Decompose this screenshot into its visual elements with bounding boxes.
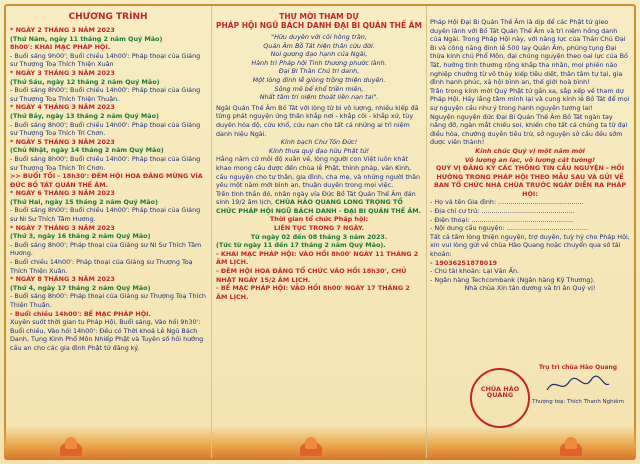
account-holder: - Chủ tài khoản: Lại Văn Ấn. [430,267,520,276]
signature-icon [543,374,613,396]
event-lantern-night: - ĐÊM HỘI HOA ĐĂNG TỔ CHỨC VÀO HỒI 18h30', CHỦ NHẬT NGÀY 15/2 ÂM LỊCH. [216,267,407,284]
wish-line: Kính chúc Quý vị một năm mới [475,146,585,155]
program-line: - Buổi chiều 14h00': Pháp thoại của Giảng sư Thượng Toạ Thích Thiện Xuân. [10,258,193,275]
paragraph-text: Trên tinh thần đó, nhân ngày vía Đức Bồ Tát Quán Thế Âm đản sinh 19/2 âm lịch, [216,189,416,207]
program-line: (Thứ Hai, ngày 15 tháng 2 năm Quý Mão) [10,197,158,206]
form-field: - Điện thoại: .................................................. [430,215,573,224]
fold-line [211,6,212,458]
paragraph: Pháp Hội Đại Bi Quán Thế Âm là dịp để các Phật tử gieo duyên lành với Bồ Tát Quán Thế Âm và trì niệm hồng danh của Ngài. Trong Pháp Hội này, với năng lực của Thần Chú Đại Bi và công năng đỉnh lễ 500 lạy Quán Âm, phúng tụng Đại thừa kinh chú Phổ Môn, đại chúng nguyện theo oai lực của Bồ Tát, hướng tinh thương rộng khắp tha nhân, mọi phiền não nghiệp chướng từ vô thủy kiếp tiêu diệt, thân tâm tự tại, gia đình hạnh phúc, xã hội bình an, thế giới hoà bình! [430,18,628,87]
program-line: * NGÀY 3 THÁNG 3 NĂM 2023 [10,68,115,77]
program-line: - Buổi chiều 14h00': BẾ MẠC PHÁP HỘI. [10,309,151,318]
registration-form [430,198,630,232]
paragraph: Ngài Quán Thế Âm Bồ Tát với lòng từ bi vô lượng, nhiều kiếp đã từng phát nguyện ứng thân khắp nơi - khắp cõi - khắp xứ, tùy duyên hóa độ, cứu khổ, cứu nạn cho tất cả những ai trì niệm danh hiệu Ngài. [216,103,419,138]
highlight-text: CHÙA HÀO QUANG LONG TRỌNG TỔ CHỨC PHÁP HỘI NGŨ BÁCH DANH - ĐẠI BI QUÁN THẾ ÂM. [216,198,422,215]
seal-center-text: CHÙA HÀO QUANG [480,385,520,399]
program-line: (Chủ Nhật, ngày 14 tháng 2 năm Quý Mão) [10,146,164,155]
program-line: * NGÀY 5 THÁNG 3 NĂM 2023 [10,137,115,146]
program-line: - Buổi sáng 8h00'; Pháp thoại của Giảng sư Ni Sư Thích Tâm Hương. [10,240,202,258]
program-line: - Buổi sáng 8h00': Pháp thoại của Giảng sư Thượng Toạ Thích Thiện Thuận. [10,292,206,309]
time-title: Thời gian tổ chức Pháp hội: [269,215,369,224]
paragraph: Trân trọng kính mời Quý Phật tử gần xa, sắp xếp về tham dự Pháp Hội. Hãy lắng tâm mình lại và cung kính lễ Bồ Tát để mọi sự nguyện cầu như ý trong hạnh nguyện tương lai! [430,86,630,112]
program-list [10,26,206,353]
program-line: - Buổi sáng 8h00'; Buổi chiều 14h00': Pháp thoại của Giảng sư Thượng Toạ Thích Trí Chơn. [10,154,201,172]
verse-line: Quán Âm Bồ Tát hiện thân cứu đời. [263,41,375,50]
program-line: * NGÀY 8 THÁNG 3 NĂM 2023 [10,275,115,284]
temple-seal [470,368,530,428]
verse-line: Hành trì Pháp hội Tinh thương phước lành. [251,58,387,67]
verse-line: Noi gương đạo hạnh của Ngài, [270,50,368,59]
program-line: - Buổi sáng 8h00'; Buổi chiều 14h00': Pháp thoại của Giảng sư Thượng Toạ Thích Trí Chơn. [10,120,201,138]
time-lunar: (Tức từ ngày 11 đến 17 tháng 2 năm Quý Mão). [216,241,386,250]
time-range: Từ ngày 02 đến 08 tháng 3 năm 2023. [250,232,388,241]
program-line: - Buổi sáng 8h00'; Buổi chiều 14h00': Pháp thoại của Giảng sư Ni Sư Thích Tâm Hương. [10,206,201,224]
account-number: - 19036251878019 [430,258,498,267]
program-line: - Buổi sáng 9h00'; Buổi chiều 14h00': Pháp thoại của Giảng sư Thượng Toạ Thích Thiện Xuân [10,51,201,69]
bank-name: - Ngân hàng Techcombank (Ngân hàng Kỹ Thương). [430,275,595,284]
verse-block [216,33,422,102]
verse-line: Đại Bi Thần Chú tri danh, [278,67,360,76]
program-column [10,8,206,454]
program-line: (Thứ 3, ngày 16 tháng 2 năm Quý Mão) [10,232,151,241]
paragraph [216,190,422,216]
signer-org: Trụ trì chùa Hào Quang [538,364,618,371]
thanks-line: Nhà chùa Xin tán dương và tri ân Quý vị! [464,284,596,293]
signature-block [528,364,628,406]
program-line: 8h00': KHAI MẠC PHÁP HỘI. [10,43,111,52]
fold-line [426,6,427,458]
program-line: (Thứ Bảy, ngày 13 tháng 2 năm Quý Mão) [10,111,159,120]
greeting-line: Kính bạch Chư Tôn Đức! [280,138,358,147]
verse-line: Sông mê bể khổ triền miên, [274,84,364,93]
invitation-column [216,8,422,454]
event-opening: - KHAI MẠC PHÁP HỘI: VÀO HỒI 8h00' NGÀY 11 THÁNG 2 ÂM LỊCH. [216,249,419,267]
signer-name: Thượng toạ: Thích Thanh Nghiêm [532,399,624,405]
invitation-title: THƯ MỜI THAM DỰ PHÁP HỘI NGŨ BÁCH DANH ĐẠI BI QUÁN THẾ ÂM [216,12,422,30]
program-line: - Buổi sáng 8h00'; Buổi chiều 14h00': Pháp thoại của Giảng sư Thượng Toạ Thích Thiện Thuận. [10,86,201,103]
program-title: CHƯƠNG TRÌNH [68,12,148,22]
form-field: - Địa chỉ cư trú: .............................................. [430,207,575,216]
program-line: Xuyên suốt thời gian tu Pháp Hội, Buổi sáng, Vào hồi 9h30': Buổi chiều, Vào hồi 14h00': Đều có Thời khoá Lễ Ngũ Bách Danh, Tụng Kinh Phổ Môn Nhiếp Phật và Tuyên số hồi hướng cầu an cho các gia đình Phật tử đăng ký. [10,318,204,352]
verse-line: Một lòng đỉnh lễ giòng trồng thiện duyên. [252,75,386,84]
program-line: (Thứ Sáu, ngày 12 tháng 2 năm Quý Mão) [10,77,160,86]
time-main: LIÊN TỤC TRONG 7 NGÀY. [274,224,364,233]
program-line: >> BUỔI TỐI - 18h30': ĐÊM HỘI HOA ĐĂNG MỪNG VÍA ĐỨC BỒ TÁT QUÁN THẾ ÂM. [10,172,203,189]
paragraph: Hằng năm cứ mỗi độ xuân về, lòng người con Việt luôn khát khao mong cầu được đến chùa lễ Phật, thỉnh pháp, vãn Kinh, cầu nguyện cho tự thân, gia đình, cha mẹ, và những người thân yêu một năm mới bình an, thuận duyên trong mọi việc. [216,155,421,190]
program-line: (Thứ 4, ngày 17 tháng 2 năm Quý Mão) [10,283,151,292]
verse-line: Nhất tâm tri niệm thoát liền nạn tai". [259,93,379,102]
program-line: (Thứ Năm, ngày 11 tháng 2 năm Quý Mão) [10,34,163,43]
program-line: * NGÀY 4 THÁNG 3 NĂM 2023 [10,103,115,112]
program-line: * NGÀY 2 THÁNG 3 NĂM 2023 [10,26,115,34]
registration-title: QUÝ VỊ ĐĂNG KÝ CÁC THÔNG TIN CẦU NGUYỆN - HỒI HƯỚNG TRONG PHÁP HỘI THEO MẪU SAU VÀ GỬI VỀ BAN TỔ CHỨC NHÀ CHÙA TRƯỚC NGÀY DIỄN RA PHÁP HỘI: [433,164,627,198]
form-field: - Họ và tên Gia đình: .......................................... [430,198,584,207]
verse-line: "Hữu duyên với cõi hồng trần, [271,33,367,41]
form-field: - Nội dung cầu nguyện: ........................................ [430,224,588,233]
greeting-line: Kính thưa quý đạo hữu Phật tử! [268,146,370,155]
program-line: * NGÀY 7 THÁNG 3 NĂM 2023 [10,223,115,232]
wish-line: Vô lượng an lạc, vô lượng cát tường! [464,155,596,164]
paragraph: Tất cả tấm lòng thiện nguyện, trợ duyên, tuỳ hỷ cho Pháp Hội, xin vui lòng gửi về chùa Hào Quang hoặc chuyển qua số tài khoản: [430,232,630,259]
program-line: * NGÀY 6 THÁNG 3 NĂM 2023 [10,189,115,198]
paragraph: Nguyện nguyện đức Đại Bi Quán Thế Âm Bồ Tát ngàn tay nâng đỡ, ngàn mắt chiếu soi, khiến cho tất cả chúng ta từ đại điều hòa, chướng duyên tiêu trừ, sở nguyện sở cầu đều sớm được viên thành! [430,112,628,147]
event-closing: - BẾ MẠC PHÁP HỘI: VÀO HỒI 8h00' NGÀY 17 THÁNG 2 ÂM LỊCH. [216,284,410,301]
